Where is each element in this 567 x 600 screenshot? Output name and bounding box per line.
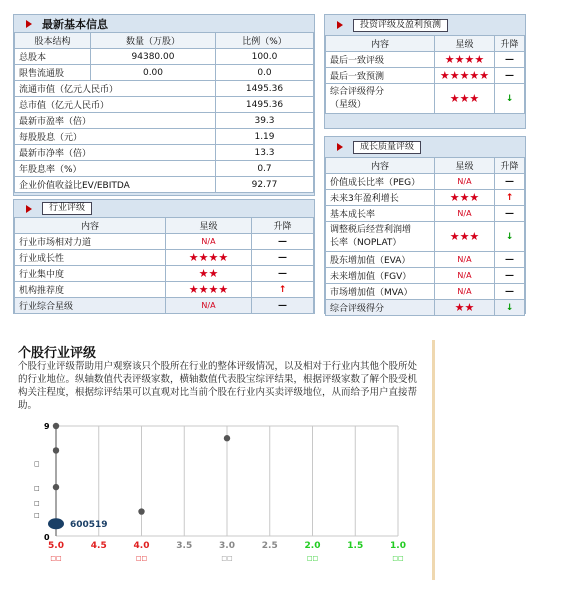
industry-rating-header (14, 200, 314, 217)
triangle-icon (26, 20, 32, 28)
table-row: 综合评级得分 （星级） ★★★ ↓ (326, 84, 525, 114)
x-sub-label: □□ (392, 555, 404, 562)
table-row: 调整税后经营利润增 长率（NOPLAT） ★★★ ↓ (326, 222, 525, 252)
y-tick-label: □ (34, 460, 40, 468)
table-row: 机构推荐度 ★★★★ ↑ (15, 282, 314, 298)
triangle-icon (337, 143, 343, 151)
table-row: 限售流通股 0.00 0.0 (15, 65, 314, 81)
table-row: 流通市值（亿元人民币） 1495.36 (15, 81, 314, 97)
table-row: 每股股息（元） 1.19 (15, 129, 314, 145)
table-row: 股东增加值（EVA） N/A — (326, 252, 525, 268)
highlight-label: 600519 (70, 519, 108, 530)
star-rating: ★★ (435, 300, 495, 316)
table-row: 最后一致评级 ★★★★ — (326, 52, 525, 68)
table-row: 综合评级得分 ★★ ↓ (326, 300, 525, 316)
data-point (53, 484, 59, 490)
basic-info-table (14, 32, 314, 193)
table-row: 年股息率（%） 0.7 (15, 161, 314, 177)
table-row: 行业成长性 ★★★★ — (15, 250, 314, 266)
star-rating: ★★★ (435, 84, 495, 114)
investment-rating-header (325, 15, 525, 35)
x-tick-label: 5.0 (48, 541, 64, 551)
star-rating: ★★★ (435, 222, 495, 252)
table-row: 价值成长比率（PEG） N/A — (326, 174, 525, 190)
x-tick-label: 4.0 (133, 541, 150, 551)
table-row: 未来增加值（FGV） N/A — (326, 268, 525, 284)
y-tick-label: □ (34, 499, 40, 507)
data-point (224, 435, 230, 441)
triangle-icon (337, 21, 343, 29)
industry-rating-chart (24, 418, 424, 578)
table-row: 企业价值收益比EV/EBITDA 92.77 (15, 177, 314, 193)
star-rating: ★★★★★ (435, 68, 495, 84)
x-tick-label: 1.0 (390, 541, 406, 551)
table-row: 行业集中度 ★★ — (15, 266, 314, 282)
y-tick-label: □ (34, 485, 40, 493)
header-quantity: 数量（万股） (91, 33, 216, 49)
data-point (138, 508, 144, 514)
x-tick-label: 2.5 (261, 541, 278, 551)
table-row: 总市值（亿元人民币） 1495.36 (15, 97, 314, 113)
table-row: 最新市净率（倍） 13.3 (15, 145, 314, 161)
basic-info-panel (13, 14, 315, 196)
table-row: 总股本 94380.00 100.0 (15, 49, 314, 65)
scatter-chart (24, 418, 424, 578)
x-tick-label: 1.5 (347, 541, 364, 551)
table-row: 最后一致预测 ★★★★★ — (326, 68, 525, 84)
star-rating: ★★ (166, 266, 252, 282)
arrow-down-icon: ↓ (495, 300, 525, 316)
arrow-up-icon: ↑ (252, 282, 314, 298)
industry-rating-panel (13, 199, 315, 314)
highlight-marker (48, 518, 64, 529)
growth-quality-table: 内容 星级 升降 价值成长比率（PEG） N/A — 未来3年盈利增长 ★★★ ↑ 基本成长率 N/A — 调整税后经营利润增 长率（NOPLAT） ★★★ ↓ 股东增加值（EVA） N/A — 未来增加值（FGV） N/A — 市场增加值（MVA） N/A — 综合评级得分 ★★ ↓ (325, 157, 525, 316)
table-row: 基本成长率 N/A — (326, 206, 525, 222)
x-sub-label: □□ (135, 555, 148, 562)
arrow-up-icon: ↑ (495, 190, 525, 206)
x-tick-label: 3.0 (219, 541, 235, 551)
investment-rating-panel (324, 14, 526, 129)
x-sub-label: □□ (221, 555, 233, 562)
basic-info-title: 最新基本信息 (42, 17, 108, 31)
star-rating: ★★★★ (435, 52, 495, 68)
growth-quality-header (325, 137, 525, 157)
table-row: 未来3年盈利增长 ★★★ ↑ (326, 190, 525, 206)
star-rating: ★★★ (435, 190, 495, 206)
growth-quality-tab[interactable]: 成长质量评级 (353, 141, 421, 154)
industry-rating-table: 内容 星级 升降 行业市场相对力道 N/A — 行业成长性 ★★★★ — 行业集中度 ★★ — 机构推荐度 ★★★★ ↑ 行业综合星级 N/A — (14, 217, 314, 314)
table-row: 最新市盈率（倍） 39.3 (15, 113, 314, 129)
x-sub-label: □□ (50, 555, 62, 562)
y-max-label: 9 (44, 422, 50, 431)
x-tick-label: 4.5 (90, 541, 107, 551)
investment-rating-tab[interactable]: 投资评级及盈利预测 (353, 19, 448, 32)
arrow-down-icon: ↓ (495, 222, 525, 252)
table-row: 行业市场相对力道 N/A — (15, 234, 314, 250)
y-min-label: 0 (44, 533, 50, 542)
star-rating: ★★★★ (166, 282, 252, 298)
header-structure: 股本结构 (15, 33, 91, 49)
y-tick-label: □ (34, 512, 40, 519)
investment-rating-table: 内容 星级 升降 最后一致评级 ★★★★ — 最后一致预测 ★★★★★ — 综合评级得分 （星级） ★★★ ↓ (325, 35, 525, 114)
table-row: 市场增加值（MVA） N/A — (326, 284, 525, 300)
table-row: 行业综合星级 N/A — (15, 298, 314, 314)
x-sub-label: □□ (306, 555, 319, 562)
star-rating: ★★★★ (166, 250, 252, 266)
arrow-down-icon: ↓ (495, 84, 525, 114)
section-description: 个股行业评级帮助用户观察该只个股所在行业的整体评级情况，以及相对于行业内其他个股所处的行业地位。纵轴数值代表评级家数，横轴数值代表股宝综评结果，根据评级家数了解个股受机构关注程度，根据综评结果可以直观对比当前个股在行业内买卖评级地位，从而给予用户直接帮助。 (18, 361, 418, 411)
divider (432, 340, 435, 580)
data-point (53, 423, 59, 429)
industry-rating-tab[interactable]: 行业评级 (42, 202, 92, 215)
section-title: 个股行业评级 (18, 346, 97, 361)
growth-quality-panel (324, 136, 526, 314)
basic-info-header (14, 15, 314, 32)
data-point (53, 447, 59, 453)
header-ratio: 比例（%） (216, 33, 314, 49)
x-tick-label: 3.5 (176, 541, 193, 551)
triangle-icon (26, 205, 32, 213)
x-tick-label: 2.0 (304, 541, 321, 551)
